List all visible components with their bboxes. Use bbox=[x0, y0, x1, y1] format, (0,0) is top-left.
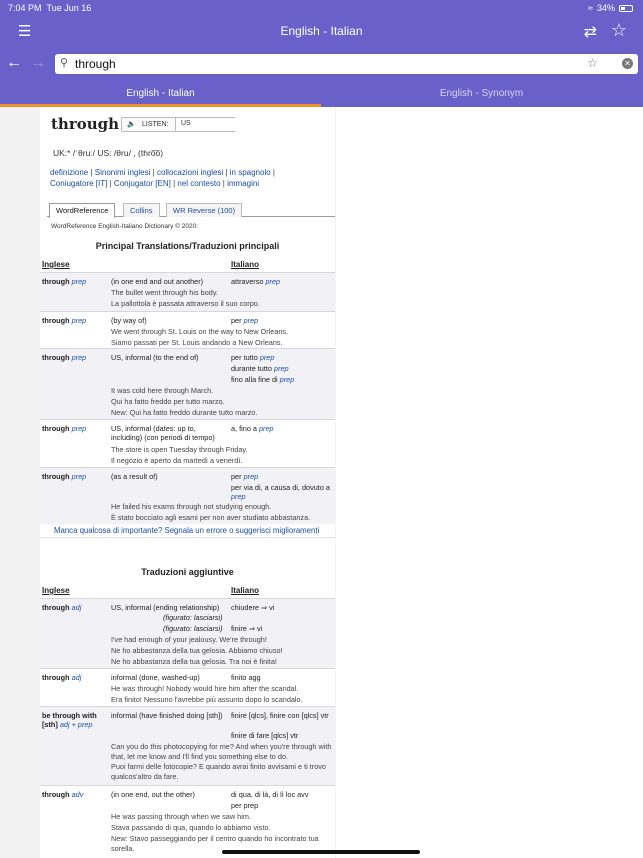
entry-translation: chiudere ⇒ vi bbox=[231, 603, 275, 612]
example-en: He was through! Nobody would hire him after the scandal. bbox=[111, 684, 299, 693]
link-coniugatore[interactable]: Coniugatore [IT] bbox=[50, 178, 108, 188]
entry-definition: (as a result of) bbox=[111, 472, 158, 481]
col-italiano: Italiano bbox=[231, 260, 260, 269]
example-en: The bullet went through his body. bbox=[111, 288, 218, 297]
link-conjugator[interactable]: Conjugator [EN] bbox=[113, 178, 171, 188]
link-contesto[interactable]: nel contesto bbox=[177, 178, 221, 188]
entry-translation: attraverso prep bbox=[231, 277, 281, 286]
tab-wordreference[interactable]: WordReference bbox=[49, 203, 115, 218]
entry-translation: di qua, di là, di lì loc avv bbox=[231, 790, 309, 799]
nav-bar bbox=[0, 16, 643, 48]
headword: through bbox=[51, 115, 120, 133]
example-it: Qui ha fatto freddo per tutto marzo. bbox=[111, 397, 225, 406]
example-it: È stato bocciato agli esami per non aver studiato abbastanza. bbox=[111, 513, 311, 522]
entry-word: through prep bbox=[42, 353, 87, 362]
example-en: The store is open Tuesday through Friday. bbox=[111, 445, 248, 454]
listen-control[interactable] bbox=[121, 117, 236, 132]
clear-search-icon[interactable]: ✕ bbox=[622, 58, 633, 69]
search-input[interactable] bbox=[55, 54, 638, 74]
link-definizione[interactable]: definizione bbox=[50, 168, 89, 177]
entry-translation: per via di, a causa di, dovuto a prep bbox=[231, 483, 330, 501]
status-indicators bbox=[588, 3, 633, 13]
related-links: definizione | Sinonimi inglesi | collocazioni inglesi | in spagnolo | Coniugatore [IT] | Conjugator [EN] | nel contesto | immagini bbox=[50, 168, 275, 188]
wifi-icon: ≈ bbox=[588, 3, 593, 13]
example-it: Era finito! Nessuno l'avrebbe più assunto dopo lo scandalo. bbox=[111, 695, 303, 704]
col-inglese: Inglese bbox=[42, 260, 70, 269]
entry-translation: per tutto prep bbox=[231, 353, 275, 362]
forward-arrow-icon[interactable]: → bbox=[30, 54, 46, 71]
entry-translation: per prep bbox=[231, 801, 259, 810]
nav-title: English - Italian bbox=[280, 24, 363, 38]
entry-translation: per prep bbox=[231, 316, 259, 325]
status-bar bbox=[0, 0, 643, 16]
swap-languages-icon[interactable]: ⇄ bbox=[583, 24, 597, 41]
search-row bbox=[0, 48, 643, 82]
example-en: He failed his exams through not studying enough. bbox=[111, 502, 272, 511]
example-it: La pallottola è passata attraverso il suo corpo. bbox=[111, 299, 260, 308]
home-indicator[interactable] bbox=[222, 850, 420, 854]
entry-word: through prep bbox=[42, 424, 87, 433]
bookmark-star-icon[interactable]: ☆ bbox=[587, 56, 598, 70]
table-row bbox=[40, 419, 335, 467]
battery-icon bbox=[619, 5, 633, 12]
example-it-alt: New: Stavo passeggiando per il centro quando ho incontrato tua sorella. bbox=[111, 834, 319, 853]
table-row bbox=[40, 311, 335, 348]
section-divider bbox=[40, 537, 335, 559]
entry-word: be through with [sth] adj + prep bbox=[42, 711, 97, 729]
entry-translation: durante tutto prep bbox=[231, 364, 289, 373]
example-en: It was cold here through March. bbox=[111, 386, 214, 395]
tab-english-synonym[interactable]: English - Synonym bbox=[439, 88, 524, 99]
example-it: Siamo passati per St. Louis andando a New Orleans. bbox=[111, 338, 283, 347]
search-query[interactable]: through bbox=[75, 57, 116, 71]
example-en: He was passing through when we saw him. bbox=[111, 812, 251, 821]
example-en: Can you do this photocopying for me? And when you're through with that, let me know and I'll find you something else to do. bbox=[111, 742, 332, 761]
col-italiano: Italiano bbox=[231, 586, 260, 595]
dictionary-tabs bbox=[0, 82, 643, 107]
entry-word: through prep bbox=[42, 472, 87, 481]
hamburger-menu-icon[interactable]: ☰ bbox=[18, 23, 32, 40]
example-it: Il negozio è aperto da martedì a venerdì. bbox=[111, 456, 243, 465]
entry-definition: US, informal (dates: up to, including) (con periodi di tempo) bbox=[111, 424, 215, 442]
copyright: WordReference English-Italiano Dictionary © 2020: bbox=[51, 223, 199, 230]
tab-wr-reverse[interactable]: WR Reverse (100) bbox=[166, 203, 242, 217]
favorites-star-icon[interactable]: ☆ bbox=[610, 20, 627, 40]
report-error-link[interactable]: Manca qualcosa di importante? Segnala un errore o suggerisci miglioramenti bbox=[54, 526, 320, 535]
accent-select[interactable]: US bbox=[175, 118, 236, 131]
tab-english-italian[interactable]: English - Italian bbox=[0, 82, 321, 107]
status-time: 7:04 PM Tue Jun 16 bbox=[8, 3, 92, 13]
example-it: Ne ho abbastanza della tua gelosia. Abbiamo chiuso! bbox=[111, 646, 283, 655]
entry-definition: informal (have finished doing [sth]) bbox=[111, 711, 223, 720]
example-en: I've had enough of your jealousy. We're through! bbox=[111, 635, 267, 644]
pronunciation: UK:* /ˈθruː/ US: /θru/ , (thro͞o) bbox=[53, 148, 164, 158]
entry-word: through adj bbox=[42, 673, 82, 682]
entry-note: (figurato: lasciarsi) bbox=[163, 624, 223, 633]
link-immagini[interactable]: immagini bbox=[227, 178, 260, 188]
example-it-alt: Ne ho abbastanza della tua gelosia. Tra noi è finita! bbox=[111, 657, 277, 666]
principal-title: Principal Translations/Traduzioni principali bbox=[95, 241, 280, 251]
entry-word: through prep bbox=[42, 316, 87, 325]
listen-label: LISTEN: bbox=[142, 121, 169, 128]
entry-translation: finito agg bbox=[231, 673, 261, 682]
entry-word: through adj bbox=[42, 603, 82, 612]
additional-title: Traduzioni aggiuntive bbox=[141, 567, 234, 577]
entry-translation: finire [qlcs], finire con [qlcs] vtr bbox=[231, 711, 329, 720]
battery-percent: 34% bbox=[596, 3, 615, 13]
table-row bbox=[40, 348, 335, 419]
link-sinonimi[interactable]: Sinonimi inglesi bbox=[94, 168, 151, 177]
source-tabs bbox=[47, 203, 335, 217]
table-row bbox=[40, 598, 335, 668]
entry-translation: a, fino a prep bbox=[231, 424, 274, 433]
entry-definition: (in one end, out the other) bbox=[111, 790, 195, 799]
table-row bbox=[40, 467, 335, 524]
entry-definition: informal (done, washed-up) bbox=[111, 673, 200, 682]
entry-pane bbox=[40, 107, 335, 858]
table-row bbox=[40, 272, 335, 311]
entry-word: through prep bbox=[42, 277, 87, 286]
entry-definition: US, informal (ending relationship) bbox=[111, 603, 220, 612]
entry-translation: finire ⇒ vi bbox=[231, 624, 263, 633]
entry-note: (figurato: lasciarsi) bbox=[163, 613, 223, 622]
back-arrow-icon[interactable]: ← bbox=[6, 54, 22, 71]
example-en: We went through St. Louis on the way to New Orleans. bbox=[111, 327, 289, 336]
entry-translation: per prep bbox=[231, 472, 259, 481]
tab-collins[interactable]: Collins bbox=[123, 203, 160, 217]
entry-translation: fino alla fine di prep bbox=[231, 375, 295, 384]
example-it: Puoi farmi delle fotocopie? E quando avrai finito avvisami e ti trovo qualcos'altro da fare. bbox=[111, 762, 326, 781]
col-inglese: Inglese bbox=[42, 586, 70, 595]
synonym-pane bbox=[336, 107, 643, 858]
table-row bbox=[40, 668, 335, 706]
example-it-alt: New: Qui ha fatto freddo durante tutto marzo. bbox=[111, 408, 258, 417]
table-row bbox=[40, 706, 335, 785]
entry-definition: (in one end and out another) bbox=[111, 277, 204, 286]
entry-definition: US, informal (to the end of) bbox=[111, 353, 199, 362]
entry-word: through adv bbox=[42, 790, 84, 799]
entry-translation: finire di fare [qlcs] vtr bbox=[231, 731, 299, 740]
table-row bbox=[40, 785, 335, 858]
speaker-icon[interactable]: 🔈 bbox=[127, 121, 136, 128]
search-icon: ⚲ bbox=[60, 57, 69, 69]
link-spagnolo[interactable]: in spagnolo bbox=[229, 168, 271, 177]
link-collocazioni[interactable]: collocazioni inglesi bbox=[156, 168, 224, 177]
entry-definition: (by way of) bbox=[111, 316, 147, 325]
example-it: Stava passando di qua, quando lo abbiamo visto. bbox=[111, 823, 271, 832]
